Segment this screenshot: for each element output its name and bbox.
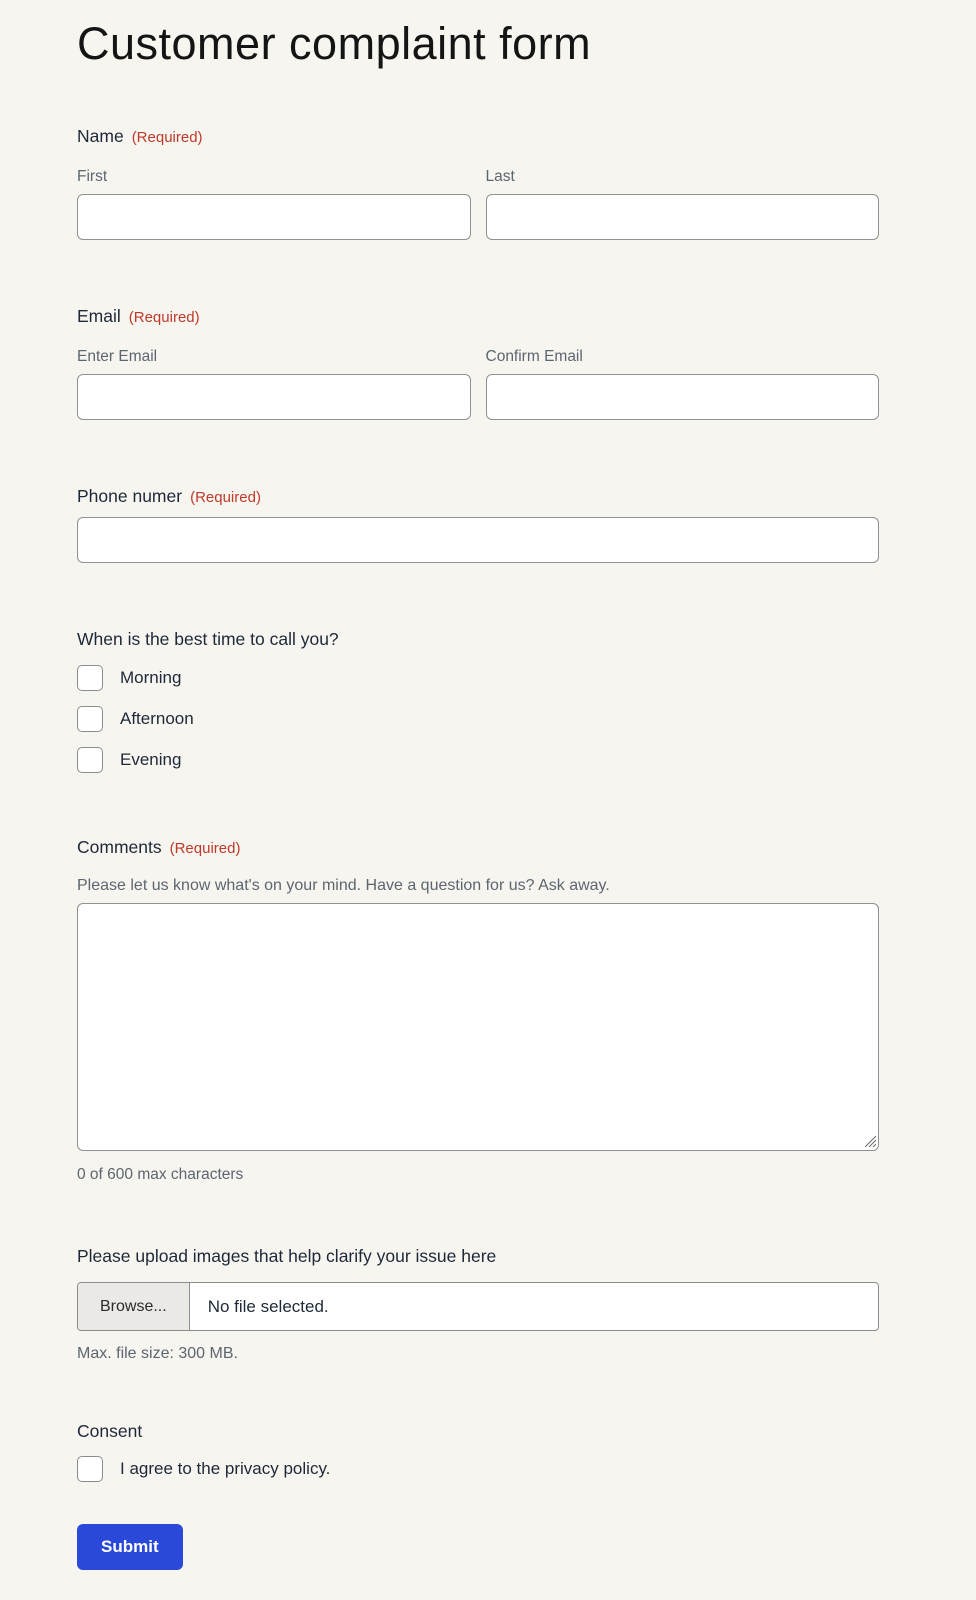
confirm-email-input[interactable] — [486, 374, 880, 420]
afternoon-checkbox[interactable] — [77, 706, 103, 732]
comments-textarea[interactable] — [77, 903, 879, 1151]
phone-label: Phone numer — [77, 486, 183, 506]
file-upload-input[interactable] — [77, 1282, 879, 1331]
first-name-label: First — [77, 168, 108, 185]
complaint-form — [77, 0, 879, 1570]
browse-button[interactable]: Browse... — [78, 1283, 190, 1330]
char-count: 0 of 600 max characters — [77, 1166, 244, 1183]
name-label: Name — [77, 126, 124, 146]
evening-checkbox[interactable] — [77, 747, 103, 773]
max-file-size-note: Max. file size: 300 MB. — [77, 1345, 238, 1362]
name-section — [77, 126, 879, 240]
resize-handle-icon[interactable] — [862, 1133, 876, 1147]
best-time-section — [77, 629, 879, 773]
email-required-label: (Required) — [128, 309, 200, 326]
email-section — [77, 306, 879, 420]
best-time-option-afternoon — [77, 706, 879, 732]
best-time-option-evening — [77, 747, 879, 773]
last-name-input[interactable] — [486, 194, 880, 240]
consent-label: Consent — [77, 1421, 143, 1441]
comments-description: Please let us know what's on your mind. Have a question for us? Ask away. — [77, 877, 610, 894]
submit-button[interactable]: Submit — [77, 1524, 183, 1570]
last-name-label: Last — [485, 168, 515, 185]
evening-checkbox-label[interactable]: Evening — [120, 750, 182, 769]
morning-checkbox[interactable] — [77, 665, 103, 691]
best-time-label: When is the best time to call you? — [77, 629, 339, 649]
comments-required-label: (Required) — [169, 840, 241, 857]
upload-label: Please upload images that help clarify your issue here — [77, 1246, 497, 1266]
name-required-label: (Required) — [131, 129, 203, 146]
consent-checkbox-label[interactable]: I agree to the privacy policy. — [120, 1459, 331, 1478]
phone-input[interactable] — [77, 517, 879, 563]
best-time-option-morning — [77, 665, 879, 691]
afternoon-checkbox-label[interactable]: Afternoon — [120, 709, 194, 728]
phone-section — [77, 486, 879, 563]
consent-option — [77, 1456, 879, 1482]
first-name-input[interactable] — [77, 194, 471, 240]
email-label: Email — [77, 306, 121, 326]
confirm-email-label: Confirm Email — [485, 348, 583, 365]
upload-section — [77, 1246, 879, 1363]
phone-required-label: (Required) — [190, 489, 261, 506]
enter-email-input[interactable] — [77, 374, 471, 420]
file-status-text: No file selected. — [207, 1296, 329, 1316]
comments-label: Comments — [77, 837, 162, 857]
morning-checkbox-label[interactable]: Morning — [120, 668, 182, 687]
consent-section — [77, 1421, 879, 1570]
comments-section — [77, 837, 879, 1184]
enter-email-label: Enter Email — [77, 348, 158, 365]
page-title: Customer complaint form — [77, 18, 592, 69]
consent-checkbox[interactable] — [77, 1456, 103, 1482]
